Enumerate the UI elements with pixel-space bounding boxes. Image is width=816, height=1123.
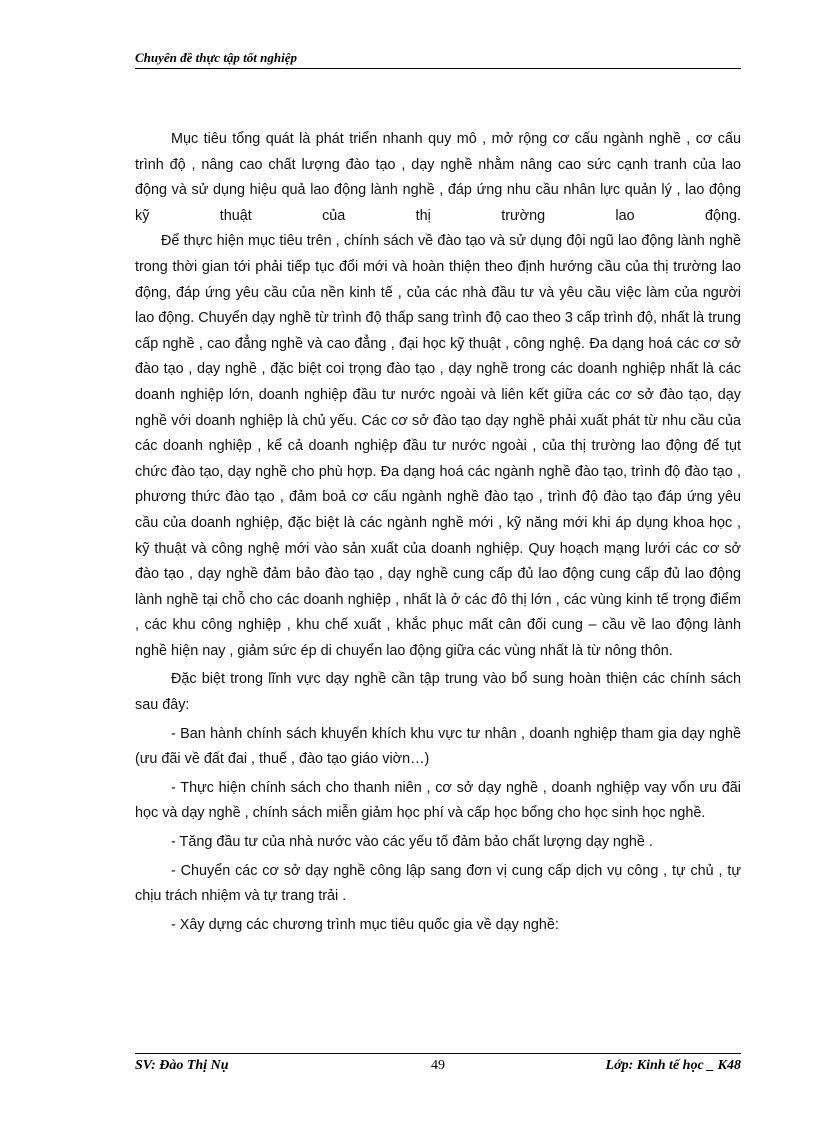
- document-body: [135, 127, 741, 938]
- list-item-investment: - Tăng đầu tư của nhà nước vào các yếu tố đảm bảo chất lượng dạy nghề .: [171, 834, 653, 851]
- list-item-loans: - Thực hiện chính sách cho thanh niên , cơ sở dạy nghề , doanh nghiệp vay vốn ưu đãi học và dạy nghề , chính sách miễn giảm học phí và cấp học bổng cho học sinh học nghề.: [135, 779, 741, 822]
- list-item-national-programs: - Xây dựng các chương trình mục tiêu quốc gia về dạy nghề:: [171, 916, 559, 933]
- list-item-private-sector: - Ban hành chính sách khuyến khích khu vực tư nhân , doanh nghiệp tham gia dạy nghề (ưu đãi về đất đai , thuế , đào tạo giáo viờn…): [135, 725, 741, 768]
- paragraph-policy: Để thực hiện mục tiêu trên , chính sách về đào tạo và sử dụng đội ngũ lao động lành nghề trong thời gian tới phải tiếp tục đổi mới và hoàn thiện theo định hướng cầu của thị trường lao động, đáp ứng yêu cầu của nền kinh tế , của các nhà đầu tư và yêu cầu việc làm của người lao động. Chuyển dạy nghề từ trình độ thấp sang trình độ cao theo 3 cấp trình độ, nhất là trung cấp nghề , cao đẳng nghề và cao đẳng , đại học kỹ thuật , công nghệ. Đa dạng hoá các cơ sở đào tạo , dạy nghề , đặc biệt coi trọng đào tạo , dạy nghề trong các doanh nghiệp nhất là các doanh nghiệp lớn, doanh nghiệp đầu tư nước ngoài và liên kết giữa các cơ sở đào tạo, dạy nghề với doanh nghiệp là chủ yếu. Các cơ sở đào tạo dạy nghề phải xuất phát từ nhu cầu của các doanh nghiệp , kể cả doanh nghiệp đầu tư nước ngoài , của thị trường lao động để tụt chức đào tạo, dạy nghề cho phù hợp. Đa dạng hoá các ngành nghề đào tạo, trình độ đào tạo , phương thức đào tạo , đảm boả cơ cấu ngành nghề đào tạo , trình độ đào tạo đáp ứng yêu cầu của doanh nghiệp, đặc biệt là các ngành nghề mới , kỹ năng mới khi áp dụng khoa học , kỹ thuật và công nghệ mới vào sản xuất của doanh nghiệp. Quy hoạch mạng lưới các cơ sở đào tạo , dạy nghề đảm bảo đào tạo , dạy nghề cung cấp đủ lao động cung cấp đủ lao động lành nghề tại chỗ cho các doanh nghiệp , nhất là ở các đô thị lớn , các vùng kinh tế trọng điểm , các khu công nghiệp , khu chế xuất , khắc phục mất cân đối cung – cầu về lao động lành nghề hiện nay , giảm sức ép di chuyển lao động giữa các vùng nhất là từ nông thôn.: [135, 233, 741, 659]
- footer-student: SV: Đào Thị Nụ: [135, 1058, 229, 1073]
- page-header: [135, 50, 741, 69]
- paragraph-vocational-focus: Đặc biệt trong lĩnh vực dạy nghề cần tập trung vào bổ sung hoàn thiện các chính sách sau đây:: [135, 671, 741, 714]
- header-title: Chuyên đề thực tập tốt nghiệp: [135, 50, 297, 65]
- page-number: 49: [431, 1058, 445, 1073]
- paragraph-objective: Mục tiêu tổng quát là phát triển nhanh quy mô , mở rộng cơ cấu ngành nghề , cơ cấu trình độ , nâng cao chất lượng đào tạo , dạy nghề nhằm nâng cao sức cạnh tranh của lao động và sử dụng hiệu quả lao động lành nghề , đáp ứng nhu cầu nhân lực quản lý , lao động kỹ thuật của thị trường lao động.: [135, 131, 741, 224]
- list-item-public-units: - Chuyển các cơ sở dạy nghề công lập sang đơn vị cung cấp dịch vụ công , tự chủ , tự chịu trách nhiệm và tự trang trải .: [135, 862, 741, 905]
- page-footer: [135, 1053, 741, 1078]
- footer-class: Lớp: Kinh tế học _ K48: [605, 1058, 741, 1073]
